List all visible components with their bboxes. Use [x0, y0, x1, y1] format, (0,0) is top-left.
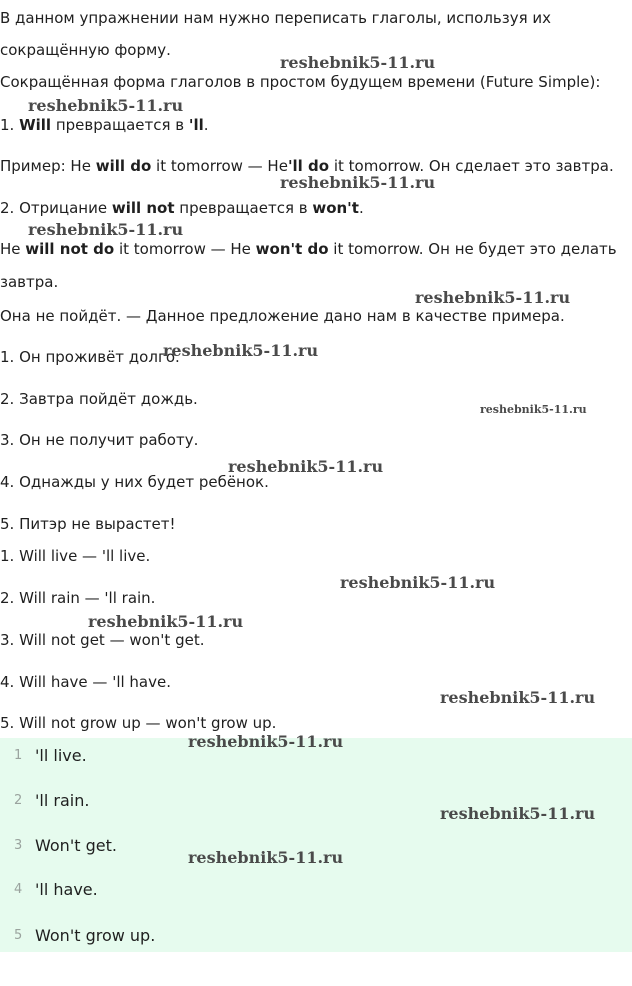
answer-number: 4: [14, 882, 23, 897]
answer-text: 'll rain.: [35, 791, 90, 810]
rule-1-end: .: [203, 116, 209, 134]
intro-line-3: Сокращённая форма глаголов в простом будущем времени (Future Simple):: [0, 73, 601, 91]
rule-2-prefix: 2. Отрицание: [0, 199, 112, 217]
rule-2-bold-will-not: will not: [111, 199, 175, 217]
watermark: reshebnik5-11.ru: [228, 457, 384, 476]
answer-number: 2: [14, 793, 23, 808]
answer-number: 3: [14, 838, 23, 853]
example-1-bold-1: will do: [95, 157, 152, 175]
rule-1-bold-will: Will: [19, 116, 52, 134]
watermark: reshebnik5-11.ru: [440, 688, 596, 707]
watermark: reshebnik5-11.ru: [415, 288, 571, 307]
example-2-bold-1: will not do: [25, 240, 115, 258]
example-1-part-1: Пример: He: [0, 157, 96, 175]
rule-2-end: .: [358, 199, 364, 217]
watermark: reshebnik5-11.ru: [188, 848, 344, 867]
intro-line-2: сокращённую форму.: [0, 41, 171, 59]
sentence-item: 3. Он не получит работу.: [0, 431, 199, 449]
conversion-item: 4. Will have — 'll have.: [0, 673, 171, 691]
conversion-item: 1. Will live — 'll live.: [0, 547, 151, 565]
rule-1-middle: превращается в: [51, 116, 189, 134]
watermark: reshebnik5-11.ru: [340, 573, 496, 592]
example-1-part-2: it tomorrow — He: [151, 157, 288, 175]
watermark: reshebnik5-11.ru: [88, 612, 244, 631]
watermark: reshebnik5-11.ru: [480, 403, 587, 416]
watermark: reshebnik5-11.ru: [28, 96, 184, 115]
answer-text: 'll live.: [35, 746, 87, 765]
rule-1: [0, 115, 209, 135]
example-2-part-1: He: [0, 240, 26, 258]
example-2-continuation: завтра.: [0, 273, 59, 291]
sentence-item: 2. Завтра пойдёт дождь.: [0, 390, 198, 408]
sentence-item: 1. Он проживёт долго.: [0, 348, 180, 366]
example-2-bold-2: won't do: [255, 240, 329, 258]
answer-text: 'll have.: [35, 880, 98, 899]
answers-block: [0, 738, 632, 952]
watermark: reshebnik5-11.ru: [440, 804, 596, 823]
conversion-item: 5. Will not grow up — won't grow up.: [0, 714, 277, 732]
watermark: reshebnik5-11.ru: [280, 173, 436, 192]
rule-2: [0, 198, 364, 218]
conversion-item: 2. Will rain — 'll rain.: [0, 589, 156, 607]
example-note: Она не пойдёт. — Данное предложение дано нам в качестве примера.: [0, 307, 565, 325]
watermark: reshebnik5-11.ru: [280, 53, 436, 72]
rule-1-prefix: 1.: [0, 116, 20, 134]
sentence-item: 5. Питэр не вырастет!: [0, 515, 176, 533]
example-2-part-3: it tomorrow. Он не будет это делать: [328, 240, 617, 258]
answer-text: Won't get.: [35, 836, 117, 855]
sentence-item: 4. Однажды у них будет ребёнок.: [0, 473, 269, 491]
watermark: reshebnik5-11.ru: [28, 220, 184, 239]
rule-2-middle: превращается в: [174, 199, 313, 217]
example-2: [0, 239, 617, 259]
rule-2-bold-wont: won't: [312, 199, 359, 217]
answer-number: 5: [14, 928, 23, 943]
example-2-part-2: it tomorrow — He: [114, 240, 256, 258]
watermark: reshebnik5-11.ru: [163, 341, 319, 360]
rule-1-bold-ll: 'll: [188, 116, 204, 134]
watermark: reshebnik5-11.ru: [188, 732, 344, 751]
example-1-bold-2: 'll do: [287, 157, 330, 175]
intro-line-1: В данном упражнении нам нужно переписать глаголы, используя их: [0, 9, 552, 27]
answer-number: 1: [14, 748, 23, 763]
example-1-part-3: it tomorrow. Он сделает это завтра.: [329, 157, 614, 175]
answer-text: Won't grow up.: [35, 926, 156, 945]
conversion-item: 3. Will not get — won't get.: [0, 631, 205, 649]
